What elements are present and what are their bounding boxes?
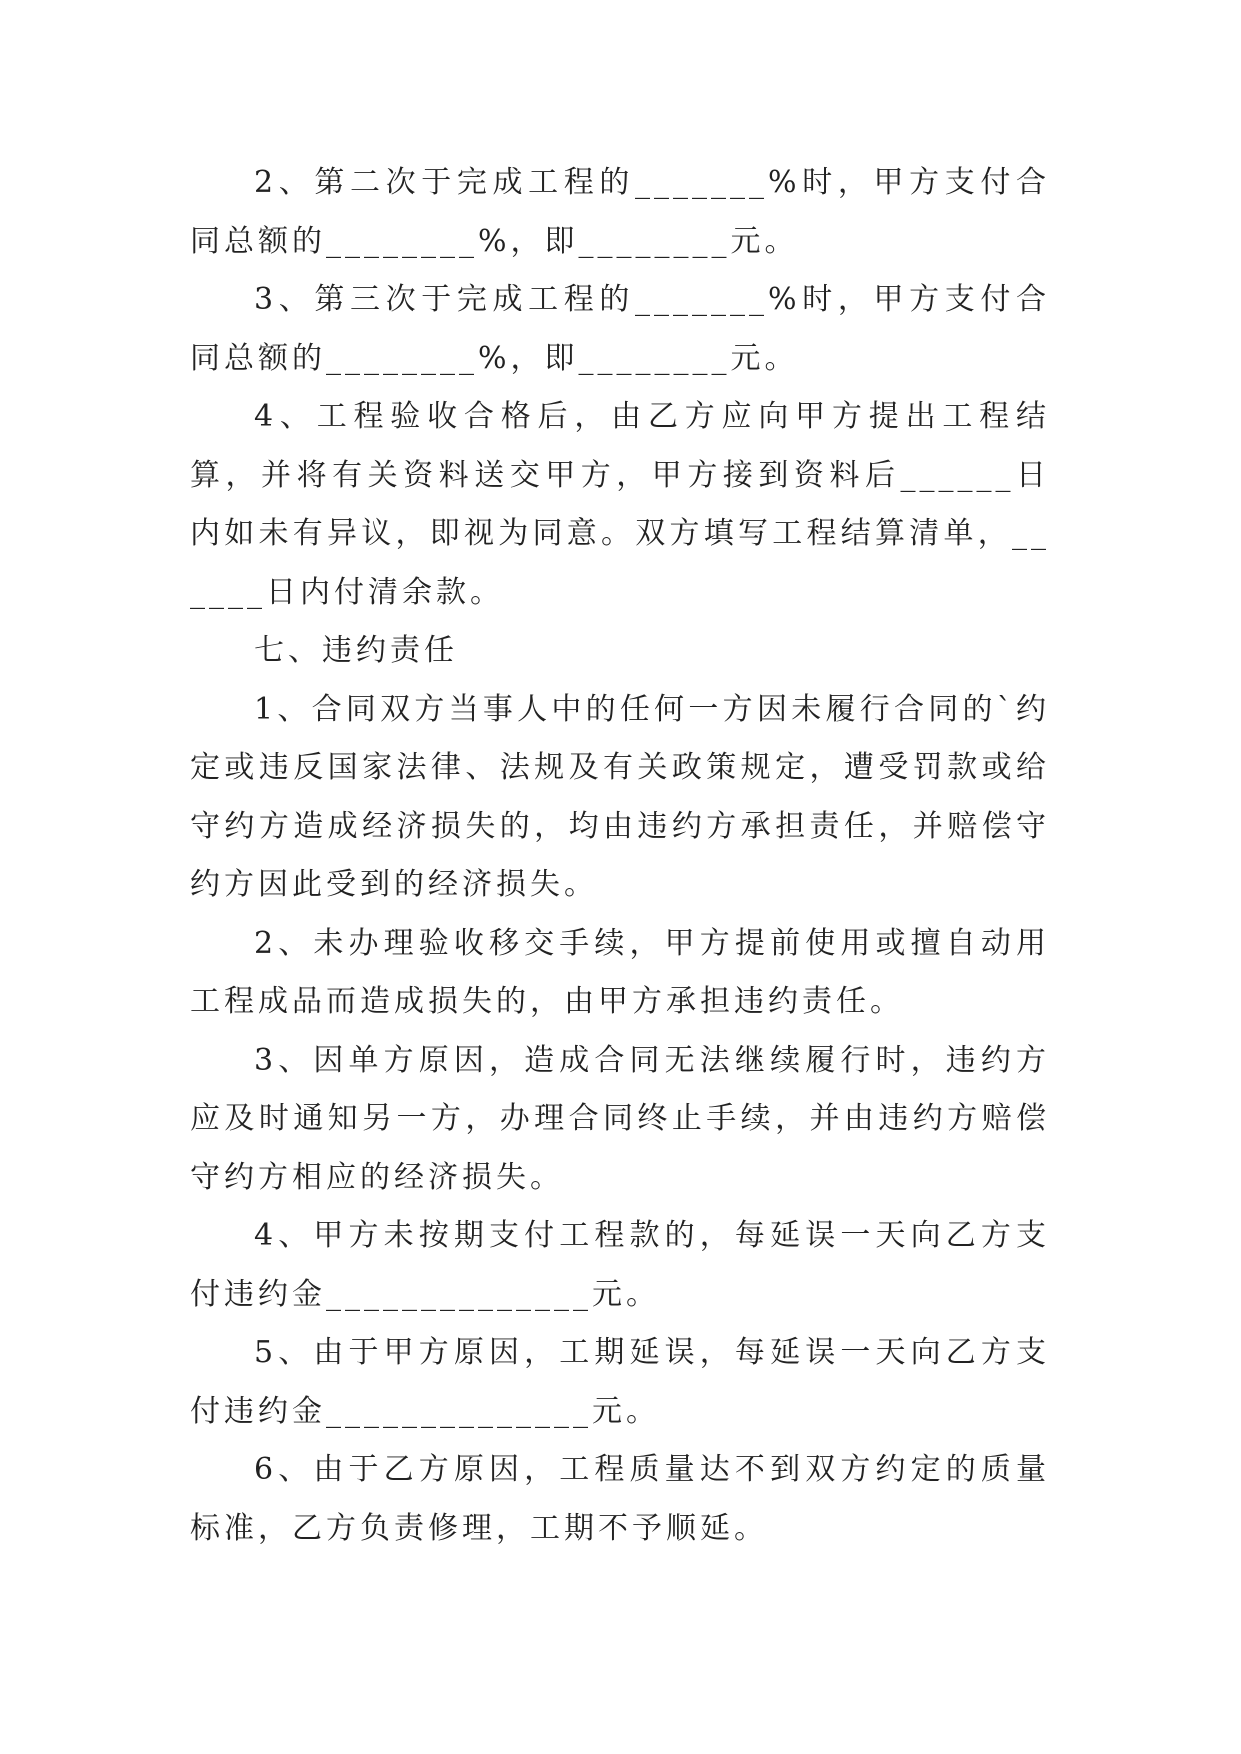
clause-payment-3: 3、第三次于完成工程的_______%时，甲方支付合同总额的________%，即________元。 — [190, 282, 1050, 376]
clause-settlement-4: 4、工程验收合格后，由乙方应向甲方提出工程结算，并将有关资料送交甲方，甲方接到资料后______日内如未有异议，即视为同意。双方填写工程结算清单，______日内付清余款。 — [190, 399, 1050, 610]
clause-liability-4: 4、甲方未按期支付工程款的，每延误一天向乙方支付违约金______________元。 — [190, 1218, 1050, 1312]
clause-payment-2: 2、第二次于完成工程的_______%时，甲方支付合同总额的________%，即________元。 — [190, 165, 1050, 259]
section-heading-liability: 七、违约责任 — [254, 633, 458, 668]
clause-liability-1: 1、合同双方当事人中的任何一方因未履行合同的`约定或违反国家法律、法规及有关政策规定，遭受罚款或给守约方造成经济损失的，均由违约方承担责任，并赔偿守约方因此受到的经济损失。 — [190, 691, 1050, 902]
clause-liability-6: 6、由于乙方原因，工程质量达不到双方约定的质量标准，乙方负责修理，工期不予顺延。 — [190, 1452, 1050, 1546]
contract-text — [190, 154, 1050, 1558]
clause-liability-2: 2、未办理验收移交手续，甲方提前使用或擅自动用工程成品而造成损失的，由甲方承担违约责任。 — [190, 925, 1050, 1019]
clause-liability-5: 5、由于甲方原因，工期延误，每延误一天向乙方支付违约金______________元。 — [190, 1335, 1050, 1429]
clause-liability-3: 3、因单方原因，造成合同无法继续履行时，违约方应及时通知另一方，办理合同终止手续，并由违约方赔偿守约方相应的经济损失。 — [190, 1042, 1050, 1195]
